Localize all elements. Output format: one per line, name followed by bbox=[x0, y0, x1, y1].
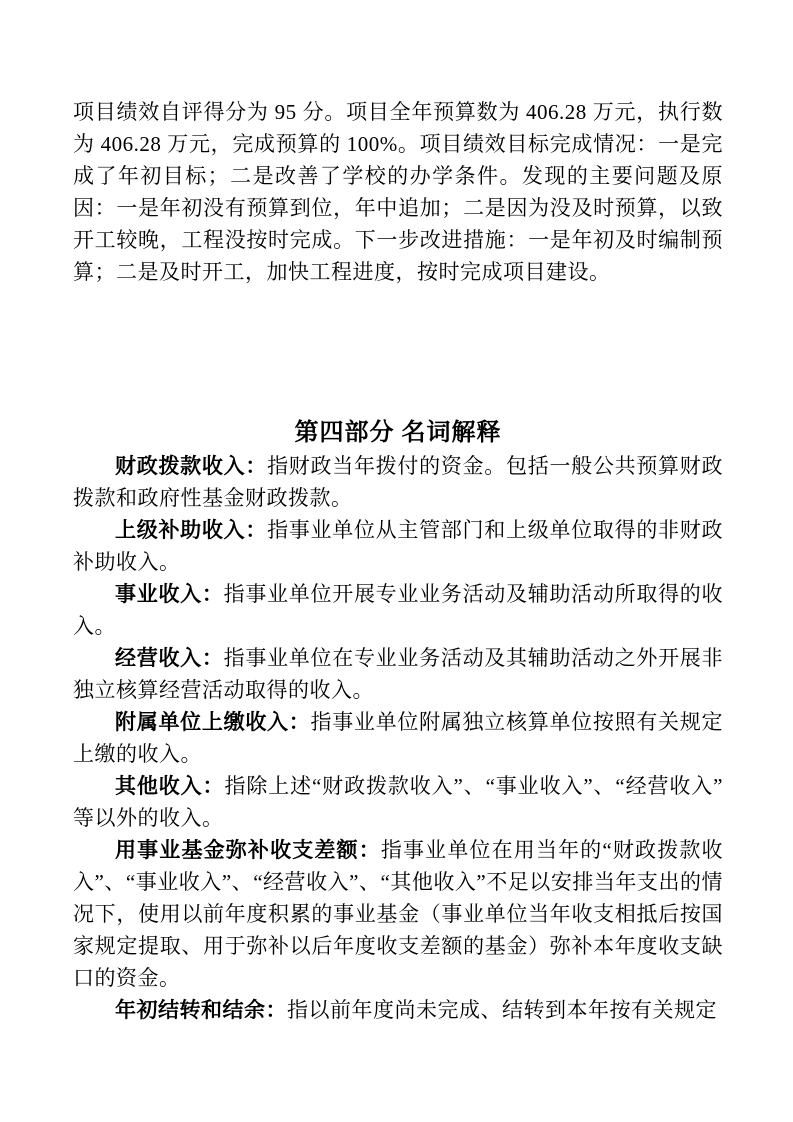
definition-term: 上级补助收入： bbox=[115, 518, 268, 542]
definition-paragraph-operational-income bbox=[73, 578, 723, 642]
glossary-definitions bbox=[73, 450, 723, 1026]
definition-term: 经营收入： bbox=[115, 646, 224, 670]
definition-text: 指以前年度尚未完成、结转到本年按有关规定 bbox=[287, 998, 717, 1022]
definition-term: 其他收入： bbox=[115, 774, 225, 798]
definition-term: 附属单位上缴收入： bbox=[115, 710, 311, 734]
definition-term: 财政拨款收入： bbox=[115, 454, 268, 478]
definition-text: 指事业单位在专业业务活动及其辅助活动之外开展非独立核算经营活动取得的收入。 bbox=[73, 646, 724, 702]
definition-term: 用事业基金弥补收支差额： bbox=[115, 838, 381, 862]
definition-paragraph-fiscal-appropriation-income bbox=[73, 450, 723, 514]
definition-text: 指除上述“财政拨款收入”、“事业收入”、“经营收入”等以外的收入。 bbox=[73, 774, 723, 830]
page-content bbox=[73, 96, 723, 1026]
definition-text: 指事业单位附属独立核算单位按照有关规定上缴的收入。 bbox=[73, 710, 723, 766]
definition-term: 年初结转和结余： bbox=[115, 998, 287, 1022]
section-title: 第四部分 名词解释 bbox=[294, 420, 502, 446]
definition-paragraph-superior-subsidy-income bbox=[73, 514, 723, 578]
performance-summary-paragraph: 项目绩效自评得分为 95 分。项目全年预算数为 406.28 万元，执行数为 406.28 万元，完成预算的 100%。项目绩效目标完成情况：一是完成了年初目标；二是改善了学校的办学条件。发现的主要问题及原因：一是年初没有预算到位，年中追加；二是因为没及时预算，以致开工较晚，工程没按时完成。下一步改进措施：一是年初及时编制预算；二是及时开工，加快工程进度，按时完成项目建设。 bbox=[73, 100, 723, 284]
definition-paragraph-carryover-balance bbox=[73, 994, 723, 1026]
definition-text: 指财政当年拨付的资金。包括一般公共预算财政拨款和政府性基金财政拨款。 bbox=[73, 454, 724, 510]
definition-text: 指事业单位在用当年的“财政拨款收入”、“事业收入”、“经营收入”、“其他收入”不足以安排当年支出的情况下，使用以前年度积累的事业基金（事业单位当年收支相抵后按国家规定提取、用于弥补以后年度收支差额的基金）弥补本年度收支缺口的资金。 bbox=[73, 838, 723, 990]
definition-term: 事业收入： bbox=[115, 582, 224, 606]
definition-paragraph-fund-deficit-coverage bbox=[73, 834, 723, 994]
definition-paragraph-other-income bbox=[73, 770, 723, 834]
definition-text: 指事业单位开展专业业务活动及辅助活动所取得的收入。 bbox=[73, 582, 724, 638]
definition-paragraph-business-income bbox=[73, 642, 723, 706]
definition-paragraph-affiliated-unit-income bbox=[73, 706, 723, 770]
definition-text: 指事业单位从主管部门和上级单位取得的非财政补助收入。 bbox=[73, 518, 724, 574]
